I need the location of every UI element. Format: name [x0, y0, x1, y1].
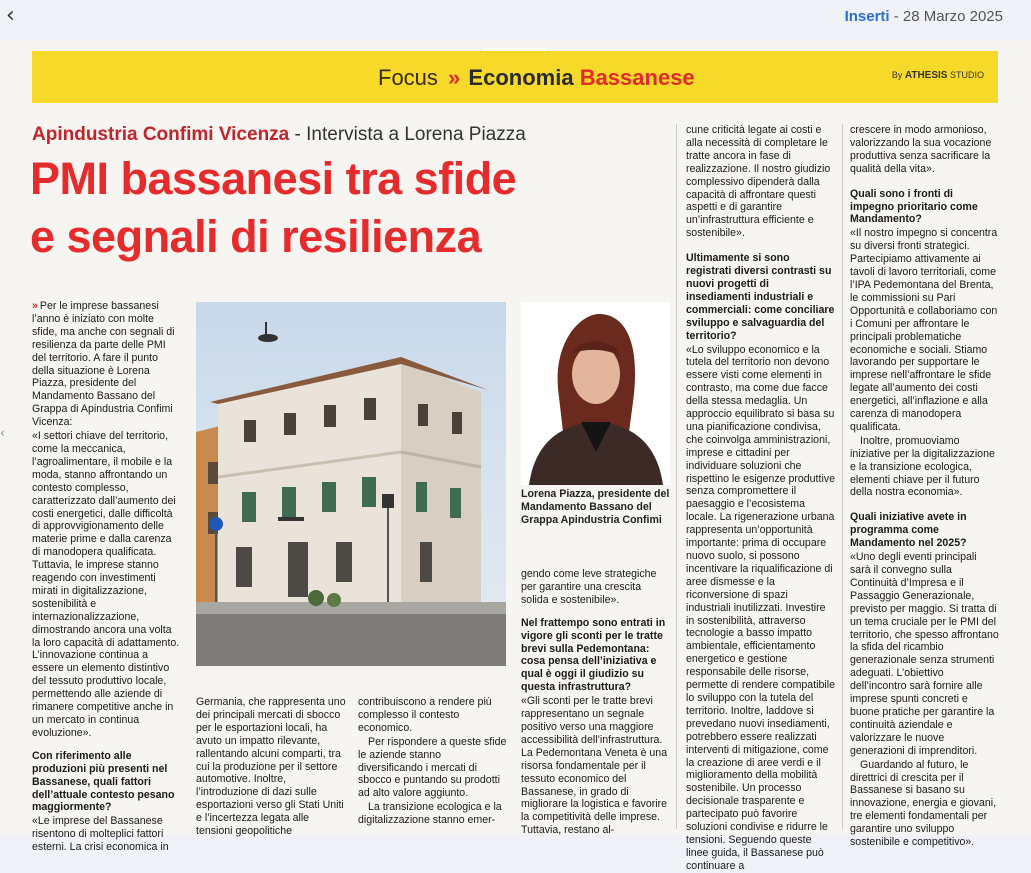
answer-paragraph: Germania, che rappresenta uno dei principali mercati di sbocco per le esportazioni locali, ha avuto un impatto rilevante, rallentando alcuni comparti, tra cui la produzione per il settore automotive. Inoltre, l’introduzione di dazi sulle esportazioni verso gli Stati Uniti e l’incertezza legata alle tensioni geopolitiche	[196, 696, 346, 838]
banner-economia: Economia	[468, 65, 574, 90]
banner-by: By	[891, 70, 903, 80]
banner-bassanese: Bassanese	[579, 65, 695, 90]
answer-paragraph: Inoltre, promuoviamo iniziative per la digitalizzazione e la transizione ecologica, elementi chiave per il futuro della nostra economia».	[850, 434, 995, 499]
issue-info	[845, 8, 1003, 25]
article-column-1	[32, 300, 180, 854]
lead-arrow-icon: »	[32, 300, 36, 312]
portrait-photo	[521, 302, 670, 485]
lead-paragraph: » Per le imprese bassanesi l’anno è iniziato con molte sfide, ma anche con segnali di resilienza da parte delle PMI del territorio. A fare il punto della situazione è Lorena Piazza, presidente del Mandamento Bassano del Grappa di Apindustria Confimi Vicenza:	[32, 300, 175, 429]
answer-paragraph: cune criticità legate ai costi e alla necessità di completare le tratte ancora in fase di realizzazione. Il nostro giudizio complessivo dipenderà dalla capacità di affrontare questi aspetti e di garantire un’infrastruttura efficiente e sostenibile».	[686, 124, 831, 240]
banner-studio-bold: ATHESIS	[904, 70, 948, 81]
banner-studio: STUDIO	[949, 70, 984, 80]
answer-paragraph: «Uno degli eventi principali sarà il convegno sulla Continuità d’Impresa e il Passaggio Generazionale, previsto per maggio. Si tratta di un tema cruciale per le PMI del territorio, che spesso affrontano la sfida del ricambio generazionale senza strumenti adeguati. L’obiettivo dell’incontro sarà fornire alle imprese spunti concreti e buone pratiche per garantire la continuità aziendale e valorizzare le nuove generazioni di imprenditori.	[850, 551, 999, 757]
double-arrow-icon: »	[448, 65, 459, 90]
photo-caption: Lorena Piazza, presidente del Mandamento Bassano del Grappa Apindustria Confimi	[521, 488, 670, 526]
question-paragraph: Nel frattempo sono entrati in vigore gli sconti per le tratte brevi sulla Pedemontana: cosa pensa dell’iniziativa e qual è oggi il giudizio su questa infrastruttura?	[521, 616, 666, 694]
answer-paragraph: crescere in modo armonioso, valorizzando la sua vocazione produttiva senza sacrificare la qualità della vita».	[850, 124, 992, 175]
building-photo	[196, 302, 506, 666]
column-rule	[676, 124, 677, 829]
answer-paragraph: «I settori chiave del territorio, come la meccanica, l’agroalimentare, il mobile e la moda, stanno affrontando un contesto complesso, caratterizzato dall’aumento dei costi energetici, dalle difficoltà di approvvigionamento delle materie prime e dalla carenza di manodopera qualificata. Tuttavia, le imprese stanno reagendo con investimenti mirati in digitalizzazione, sostenibilità e internazionalizzazione, dimostrando ancora una volta la loro capacità di adattamento. L’innovazione continua a essere un elemento distintivo del tessuto produttivo locale, permettendo alle aziende di rimanere competitive anche in un mercato in continua evoluzione».	[32, 430, 180, 739]
column-rule	[842, 124, 843, 829]
answer-paragraph: «Gli sconti per le tratte brevi rappresentano un segnale positivo verso una maggiore accessibilità dell’infrastruttura. La Pedemontana Veneta è una risorsa fondamentale per il tessuto economico del Bassanese, in grado di migliorare la logistica e favorire la competitività delle imprese. Tuttavia, restano al-	[521, 695, 668, 837]
answer-paragraph: «Lo sviluppo economico e la tutela del territorio non devono essere visti come elementi in contrasto, ma come due facce della stessa medaglia. Un approccio equilibrato si basa su una pianificazione condivisa, che coinvolga amministrazioni, imprese e cittadini per individuare soluzioni che rispettino le esigenze produttive senza compromettere il paesaggio e l’ecosistema locale. La rigenerazione urbana rappresenta un’opportunità importante: prima di occupare nuovo suolo, si possono incentivare la riqualificazione di aree dismesse e la riconversione di spazi industriali inutilizzati. Investire in sostenibilità, attraverso tecnologie a basso impatto ambientale, efficientamento energetico e gestione responsabile delle risorse, permette di rendere compatibile lo sviluppo con la tutela del territorio. Inoltre, laddove si prevedano nuovi insediamenti, potrebbero essere realizzati interventi di mitigazione, come la creazione di aree verdi e il miglioramento della mobilità sostenibile. Un processo decisionale trasparente e partecipato può favorire soluzioni condivise e ridurre le tensioni. Seguendo queste linee guida, il Bassanese può continuare a	[686, 343, 835, 872]
question-paragraph: Quali sono i fronti di impegno prioritario come Mandamento?	[850, 187, 978, 226]
article-kicker	[32, 124, 526, 146]
headline-line-1: PMI bassanesi tra sfide	[30, 153, 517, 204]
article-headline	[30, 150, 650, 266]
banner-credit	[892, 70, 984, 81]
question-paragraph: Ultimamente si sono registrati diversi contrasti su nuovi progetti di insediamenti industriali e commerciali: come conciliare sviluppo e salvaguardia del territorio?	[686, 252, 835, 342]
answer-paragraph: Per rispondere a queste sfide le aziende stanno diversificando i mercati di sbocco e puntando su prodotti ad alto valore aggiunto.	[358, 735, 507, 800]
answer-paragraph: gendo come leve strategiche per garantire una crescita solida e sostenibile».	[521, 568, 657, 606]
article-column-5	[686, 124, 835, 873]
question-paragraph: Con riferimento alle produzioni più presenti nel Bassanese, quali fattori dell’attuale contesto pesano maggiormente?	[32, 749, 175, 814]
article-column-6	[850, 124, 1000, 849]
answer-paragraph: Guardando al futuro, le direttrici di crescita per il Bassanese si basano su innovazione, energia e giovani, tre elementi fondamentali per garantire uno sviluppo sostenibile e competitivo».	[850, 758, 997, 849]
answer-paragraph: «Il nostro impegno si concentra su diversi fronti strategici. Partecipiamo attivamente ai tavoli di lavoro territoriali, come l’IPA Pedemontana del Brenta, le commissioni su Pari Opportunità e collaboriamo con i Comuni per affrontare le principali problematiche economiche e sociali. Stiamo lavorando per supportare le imprese nell’affrontare le sfide legate all’aumento dei costi energetici, all’inflazione e alla carenza di manodopera qualificata.	[850, 227, 998, 433]
issue-date: - 28 Marzo 2025	[893, 8, 1003, 25]
top-toolbar	[0, 0, 1031, 36]
answer-paragraph: La transizione ecologica e la digitalizzazione stanno emer-	[358, 801, 502, 827]
headline-line-2: e segnali di resilienza	[30, 211, 482, 262]
kicker-org: Apindustria Confimi Vicenza	[32, 124, 290, 145]
kicker-rest: - Intervista a Lorena Piazza	[289, 124, 526, 145]
article-column-4	[521, 568, 671, 837]
article-column-2	[196, 696, 346, 838]
focus-banner	[32, 51, 998, 103]
chevron-left-icon[interactable]: ‹	[6, 3, 15, 28]
article-column-3	[358, 696, 508, 827]
question-paragraph: Quali iniziative avete in programma come Mandamento nel 2025?	[850, 511, 967, 550]
banner-title	[378, 65, 695, 91]
section-link[interactable]: Inserti	[844, 8, 890, 25]
banner-focus-label: Focus	[378, 65, 438, 90]
answer-paragraph: «Le imprese del Bassanese risentono di molteplici fattori esterni. La crisi economica in	[32, 815, 169, 854]
left-edge-chevron-icon[interactable]: ‹	[0, 426, 5, 440]
answer-paragraph: contribuiscono a rendere più complesso il contesto economico.	[358, 696, 492, 734]
